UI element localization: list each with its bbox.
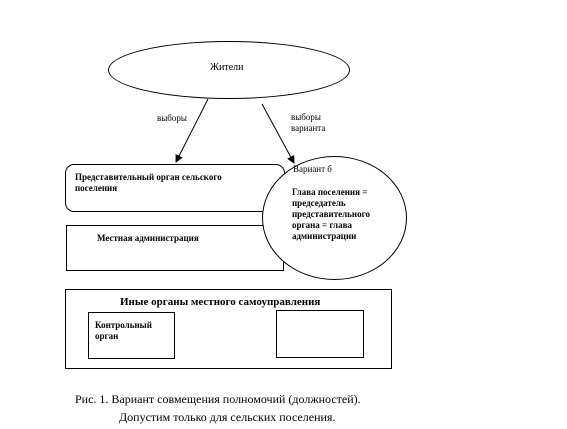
elections-right-label: выборы варианта <box>291 112 326 133</box>
representative-body-label: Представительный орган сельского поселения <box>75 172 222 193</box>
caption-prefix: Рис. 1. <box>75 392 109 406</box>
other-bodies-title: Иные органы местного самоуправления <box>120 296 321 308</box>
variant-title: Вариант б <box>293 164 332 174</box>
empty-body-box <box>276 310 364 358</box>
figure-caption <box>75 392 361 406</box>
control-body-label: Контрольный орган <box>95 320 152 341</box>
local-administration-box <box>66 225 284 271</box>
elections-left-label: выборы <box>157 113 187 123</box>
arrow-elections-right <box>262 104 294 163</box>
local-administration-label: Местная администрация <box>97 233 199 243</box>
variant-text: Глава поселения = председатель представительного органа = глава администрации <box>292 187 370 241</box>
arrow-elections-left <box>176 99 208 162</box>
caption-line1: Вариант совмещения полномочий (должностей). <box>111 392 361 406</box>
caption-line2: Допустим только для сельских поселения. <box>119 410 336 424</box>
residents-label: Жители <box>210 62 244 73</box>
